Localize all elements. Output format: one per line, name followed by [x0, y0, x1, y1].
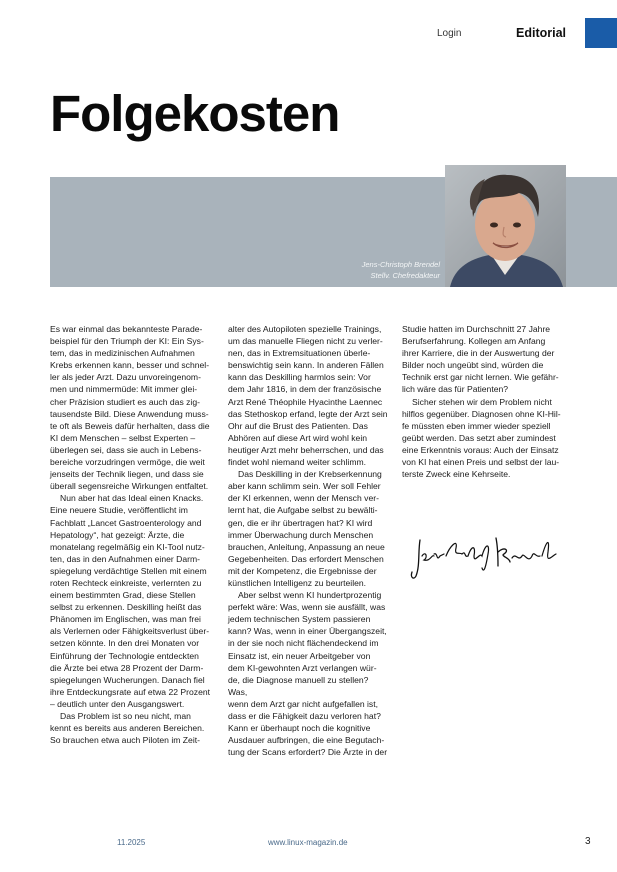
text-line: perfekt wäre: Was, wenn sie ausfällt, was: [228, 602, 386, 613]
text-line: die Ärzte bei etwa 28 Prozent der Darm-: [50, 662, 204, 673]
login-link[interactable]: Login: [437, 28, 462, 39]
text-line: Einsatz ist, ein neuer Arbeitgeber von: [228, 650, 371, 661]
text-line: künstlichen Intelligenz zu beurteilen.: [228, 577, 367, 588]
text-line: aber kann schlimm sein. Wer soll Fehler: [228, 481, 381, 492]
text-line: bereiche vorzudringen vermöge, die weit: [50, 457, 205, 468]
text-line: beispiel für den Triumph der KI: Ein Sys-: [50, 336, 204, 347]
author-role-caption: Stellv. Chefredakteur: [370, 271, 440, 280]
text-line: dem KI-gewohnten Arzt verlangen wür-: [228, 662, 377, 673]
section-label: Editorial: [516, 26, 567, 40]
text-line: einem bestimmten Grad, diese Stellen: [50, 590, 196, 601]
text-line: te oft als Beweis dafür herhalten, dass die: [50, 420, 210, 431]
text-line: alter des Autopiloten spezielle Trainings,: [228, 324, 382, 334]
text-line: cher Präzision studiert es auch das zig-: [50, 396, 200, 407]
text-line: ihre Entdeckungsrate auf etwa 22 Prozent: [50, 686, 211, 697]
text-line: men und nimmermüde: Mit immer glei-: [50, 384, 198, 395]
text-line: kann? Was, wenn in einer Übergangszeit,: [228, 626, 387, 637]
article-paragraph: [228, 468, 390, 589]
text-line: spiegelung verdächtige Stellen mit einem: [50, 565, 207, 576]
text-line: benswichtig sein kann. In anderen Fällen: [228, 360, 384, 371]
text-line: hilflos gegenüber. Diagnosen ohne KI-Hil-: [402, 408, 561, 419]
page-title: Folgekosten: [50, 85, 340, 142]
text-line: KI dem Menschen – selbst Experten –: [50, 432, 196, 443]
article-column-2: [228, 323, 390, 758]
text-line: von KI hat einen Preis und selbst der lau-: [402, 457, 560, 468]
author-name-caption: Jens-Christoph Brendel: [361, 260, 440, 269]
article-paragraph: [228, 323, 390, 468]
text-line: – deutlich unter den Ausgangswert.: [50, 698, 185, 709]
text-line: Ohr auf die Brust des Patienten. Das: [228, 420, 368, 431]
text-line: setzen könnte. In den drei Monaten vor: [50, 638, 200, 649]
text-line: überlegen sei, dass sie auch in Lebens-: [50, 444, 202, 455]
text-line: Ausdauer aufbringen, die eine Begutach-: [228, 735, 385, 746]
text-line: de, die Diagnose manuell zu stellen? Was,: [228, 674, 369, 697]
text-line: nen, das in Extremsituationen überle-: [228, 348, 371, 359]
text-line: ihrer Karriere, die in der Auswertung der: [402, 348, 555, 359]
website-link[interactable]: www.linux-magazin.de: [268, 838, 348, 847]
author-portrait-image: [445, 165, 566, 287]
text-line: Bilder noch ungeübt sind, würden die: [402, 360, 544, 371]
text-line: brauchen, Anleitung, Anpassung an neue: [228, 541, 385, 552]
text-line: Das Problem ist so neu nicht, man: [60, 711, 191, 721]
issue-date: 11.2025: [117, 838, 146, 847]
text-line: dem Jahr 1816, in dem der französische: [228, 384, 382, 395]
article-column-3: [402, 323, 568, 480]
article-paragraph: [50, 710, 213, 746]
text-line: Fachblatt „Lancet Gastroenterology and: [50, 517, 202, 528]
text-line: ler als jeder Arzt. Dazu unvoreingenom-: [50, 372, 201, 383]
section-color-tab: [585, 18, 617, 48]
text-line: Nun aber hat das Ideal einen Knacks.: [60, 493, 204, 504]
text-line: jedem technischen System passieren: [228, 614, 371, 625]
text-line: Einführung der Technologie entdeckten: [50, 650, 199, 661]
text-line: um das manuelle Fliegen nicht zu verler-: [228, 336, 383, 347]
text-line: Aber selbst wenn KI hundertprozentig: [238, 590, 382, 601]
text-line: lich wäre das für Patienten?: [402, 384, 509, 395]
text-line: terste Zweck eine Kehrseite.: [402, 469, 511, 480]
text-line: gen, die er ihr übertragen hat? KI wird: [228, 517, 373, 528]
text-line: mit der Kompetenz, die Ergebnisse der: [228, 565, 377, 576]
text-line: eine Erkenntnis voraus: Auch der Einsatz: [402, 444, 559, 455]
text-line: So brauchen etwa auch Piloten im Zeit-: [50, 735, 200, 746]
text-line: jenseits der Technik liegen, und dass sie: [50, 469, 204, 480]
text-line: selbst zu erkennen. Deskilling heißt das: [50, 602, 202, 613]
text-line: Hepatology“, hat gezeigt: Ärzte, die: [50, 529, 185, 540]
text-line: spiegelungen Wucherungen. Danach fiel: [50, 674, 205, 685]
article-paragraph: [402, 323, 568, 396]
article-paragraph: [50, 492, 213, 710]
text-line: tung der Scans erfordert? Die Ärzte in der: [228, 747, 388, 758]
text-line: Berufserfahrung. Kollegen am Anfang: [402, 336, 546, 347]
text-line: findet wohl niemand weiter schlimm.: [228, 457, 367, 468]
text-line: in der sie noch nicht flächendeckend im: [228, 638, 379, 649]
text-line: Technik erst gar nicht lernen. Wie gefähr-: [402, 372, 559, 383]
text-line: der KI erkennen, wenn der Mensch ver-: [228, 493, 379, 504]
text-line: dass er die Fähigkeit dazu verloren hat?: [228, 711, 381, 721]
article-column-1: [50, 323, 213, 746]
text-line: Studie hatten im Durchschnitt 27 Jahre: [402, 324, 551, 334]
text-line: das Stethoskop erfand, legte der Arzt sein: [228, 408, 388, 419]
text-line: kennt es bereits aus anderen Bereichen.: [50, 723, 205, 734]
text-line: heutiger Arzt mehr beherrschen, und das: [228, 444, 384, 455]
text-line: Krebs erkennen kann, besser und schnel-: [50, 360, 210, 371]
text-line: Das Deskilling in der Krebserkennung: [238, 469, 382, 480]
text-line: Arzt René Théophile Hyacinthe Laennec: [228, 396, 383, 407]
article-paragraph: [228, 589, 390, 758]
text-line: tem, das in medizinischen Aufnahmen: [50, 348, 195, 359]
text-line: Eine neuere Studie, veröffentlicht im: [50, 505, 188, 516]
text-line: lernt hat, die Aufgabe selbst zu bewälti-: [228, 505, 378, 516]
text-line: fe müssten eben immer wieder speziell: [402, 420, 551, 431]
article-paragraph: [50, 323, 213, 492]
author-signature: [406, 522, 566, 582]
text-line: immer Überwachung durch Menschen: [228, 529, 374, 540]
text-line: kann das Deskilling harmlos sein: Vor: [228, 372, 371, 383]
text-line: als Verlernen oder Fähigkeitsverlust über-: [50, 626, 210, 637]
text-line: Abhören auf diese Art wird wohl kein: [228, 432, 368, 443]
text-line: monatelang regelmäßig ein KI-Tool nutz-: [50, 541, 205, 552]
text-line: Es war einmal das bekannteste Parade-: [50, 324, 203, 334]
text-line: tausendste Bild. Diese Anwendung muss-: [50, 408, 209, 419]
text-line: ten, das in den Aufnahmen einer Darm-: [50, 553, 201, 564]
text-line: überall segensreiche Wirkungen entfaltet.: [50, 481, 209, 492]
author-photo: [445, 165, 566, 287]
text-line: roten Rechteck einkreiste, verlernten zu: [50, 577, 202, 588]
text-line: Kann er überhaupt noch die kognitive: [228, 723, 371, 734]
text-line: Sicher stehen wir dem Problem nicht: [412, 396, 552, 407]
page-number: 3: [585, 836, 591, 847]
text-line: Gegebenheiten. Das erfordert Menschen: [228, 553, 384, 564]
text-line: Phänomen im Englischen, was man frei: [50, 614, 201, 625]
article-paragraph: [402, 396, 568, 481]
text-line: geübt werden. Das setzt aber zumindest: [402, 432, 556, 443]
text-line: wenn dem Arzt gar nicht aufgefallen ist,: [228, 698, 378, 709]
